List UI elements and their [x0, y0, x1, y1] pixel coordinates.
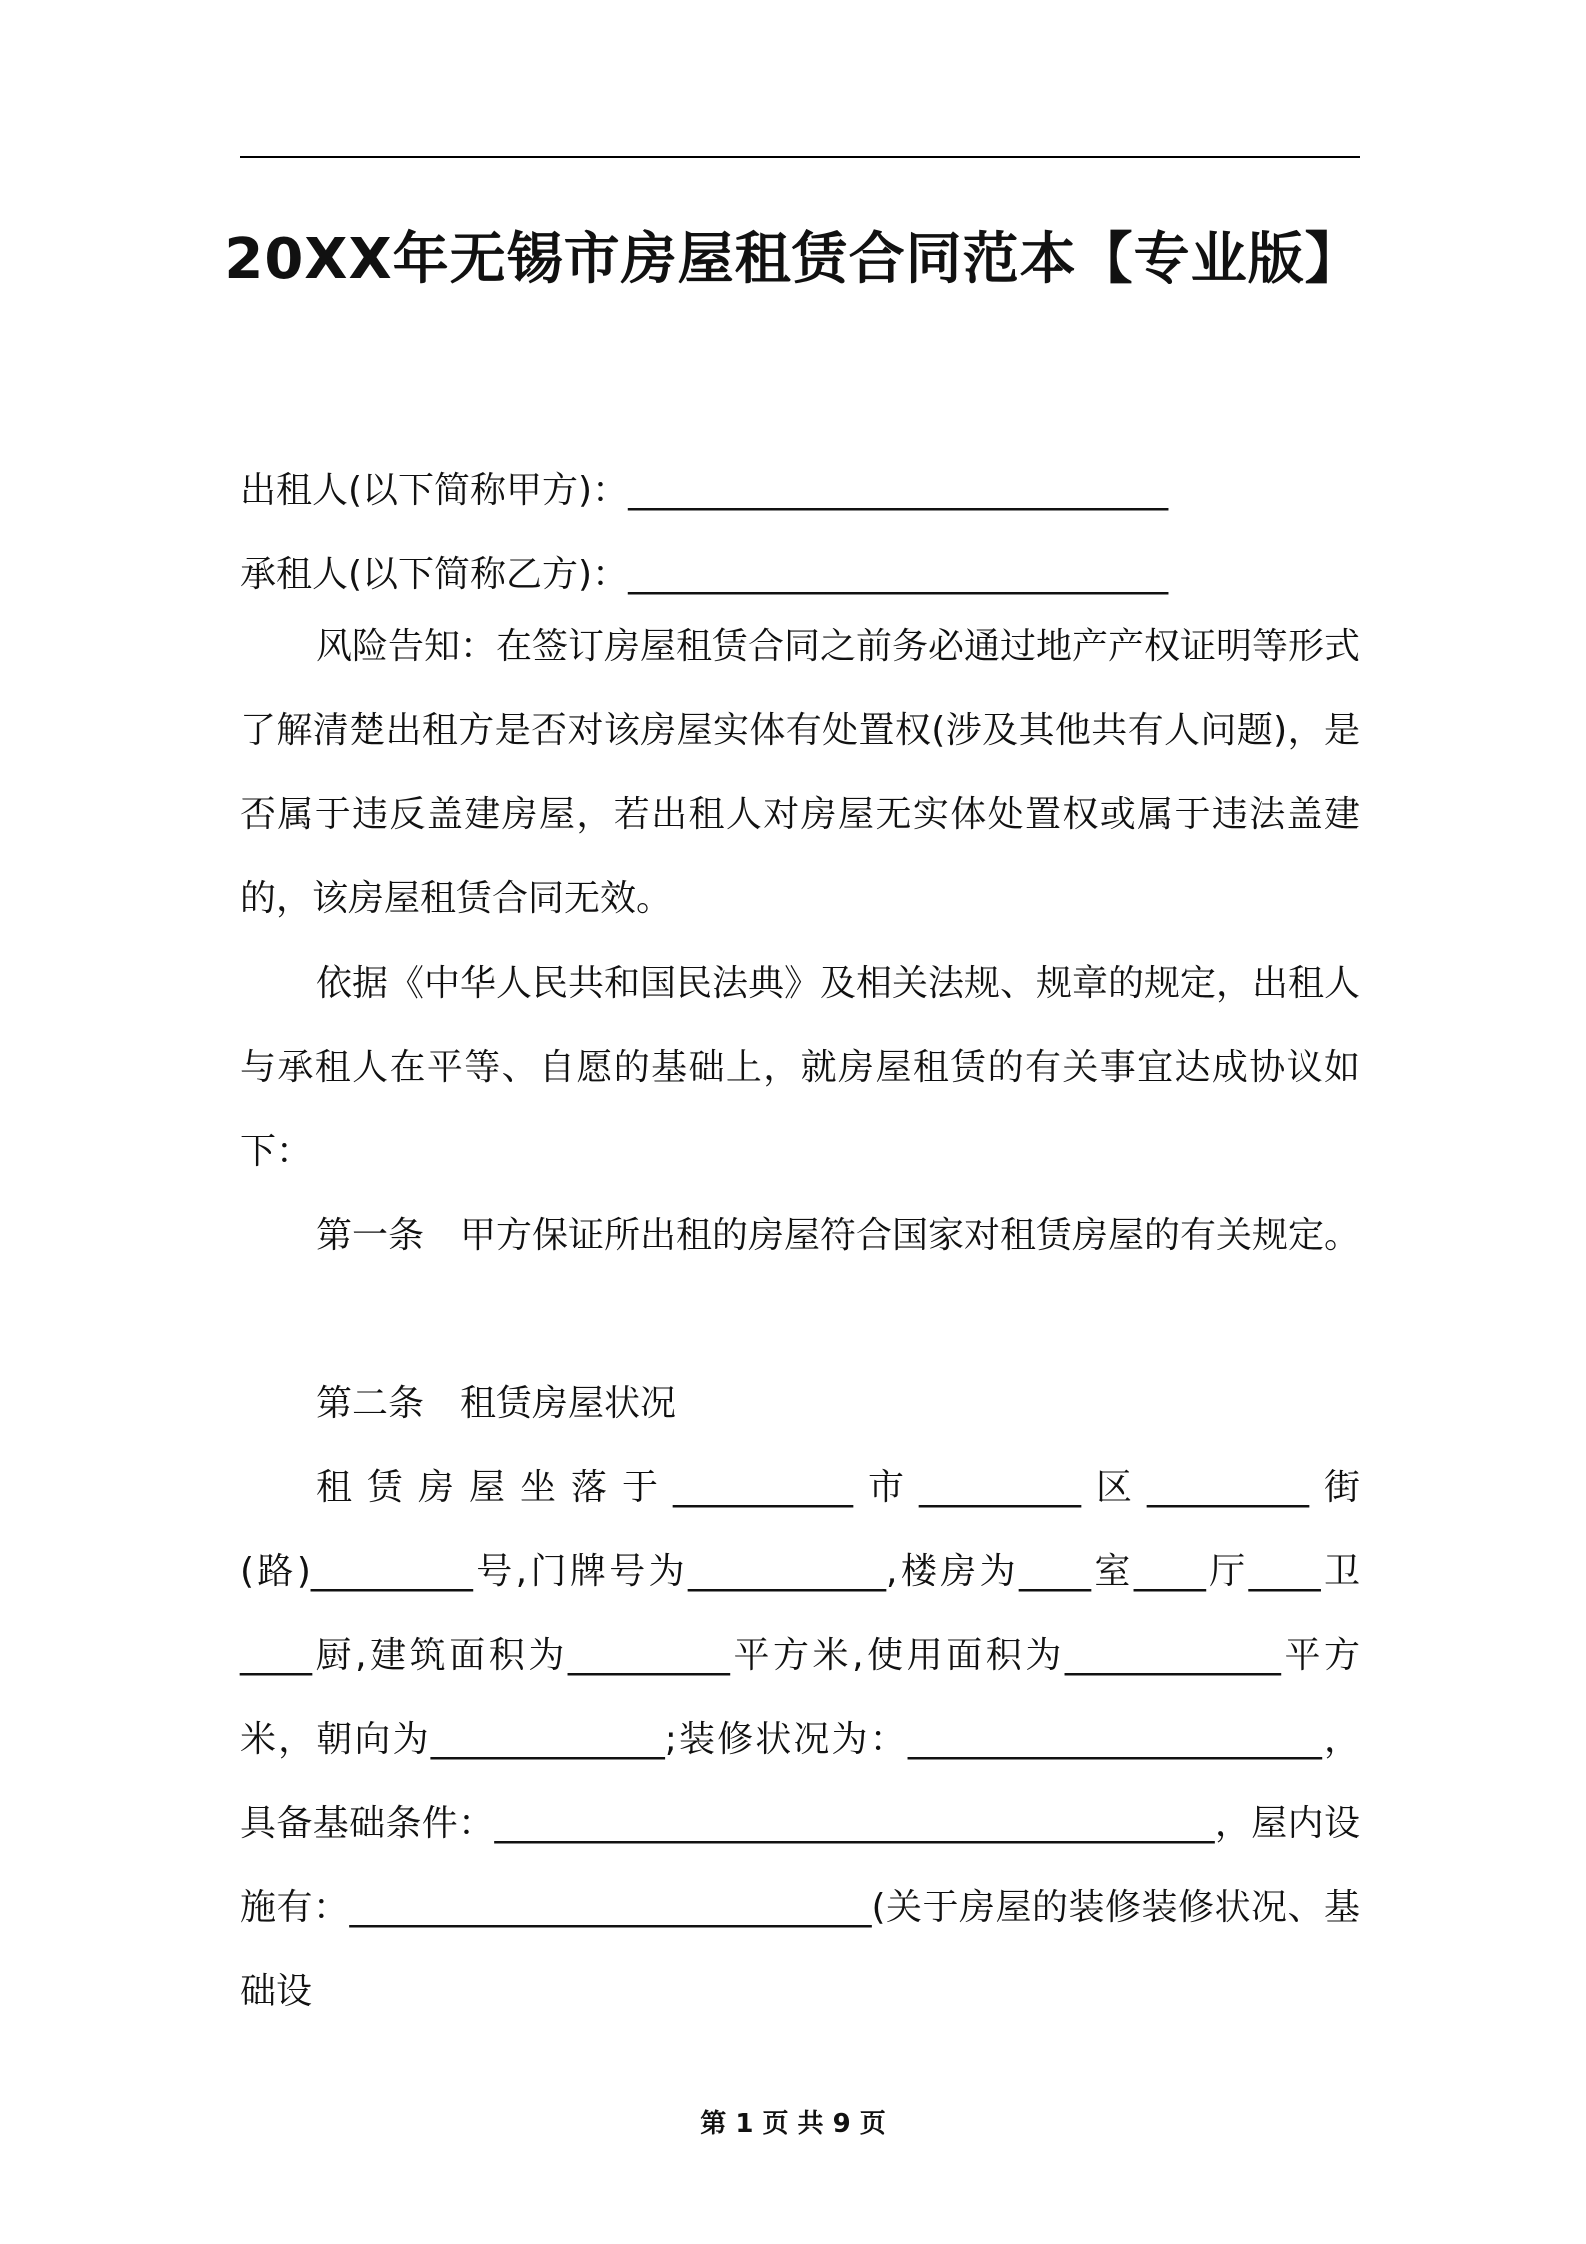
article-2-heading: 第二条 租赁房屋状况	[316, 1383, 677, 1424]
basis-paragraph: 依据《中华人民共和国民法典》及相关法规、规章的规定，出租人与承租人在平等、自愿的基础上，就房屋租赁的有关事宜达成协议如下：	[240, 963, 1361, 1172]
lessee-line: 承租人(以下简称乙方)：______________________________	[240, 554, 1169, 595]
page-footer: 第 1 页 共 9 页	[700, 2109, 886, 2139]
property-details-paragraph: 租赁房屋坐落于__________市_________区_________街(路)_________号,门牌号为___________,楼房为____室____厅____卫____厨,建筑面积为_________平方米,使用面积为____________平方米，朝向为_____________;装修状况为：_______________________，具备基础条件：________________________________________，屋内设施有：_____________________________(关于房屋的装修装修状况、基础设	[240, 1467, 1360, 2012]
lessor-line: 出租人(以下简称甲方)：______________________________	[240, 470, 1169, 511]
article-1-paragraph: 第一条 甲方保证所出租的房屋符合国家对租赁房屋的有关规定。	[316, 1215, 1361, 1256]
header-rule	[240, 156, 1360, 158]
risk-notice-paragraph: 风险告知：在签订房屋租赁合同之前务必通过地产产权证明等形式了解清楚出租方是否对该房屋实体有处置权(涉及其他共有人问题)，是否属于违反盖建房屋，若出租人对房屋无实体处置权或属于违法盖建的，该房屋租赁合同无效。	[240, 626, 1361, 919]
document-title: 20XX年无锡市房屋租赁合同范本【专业版】	[224, 227, 1362, 292]
